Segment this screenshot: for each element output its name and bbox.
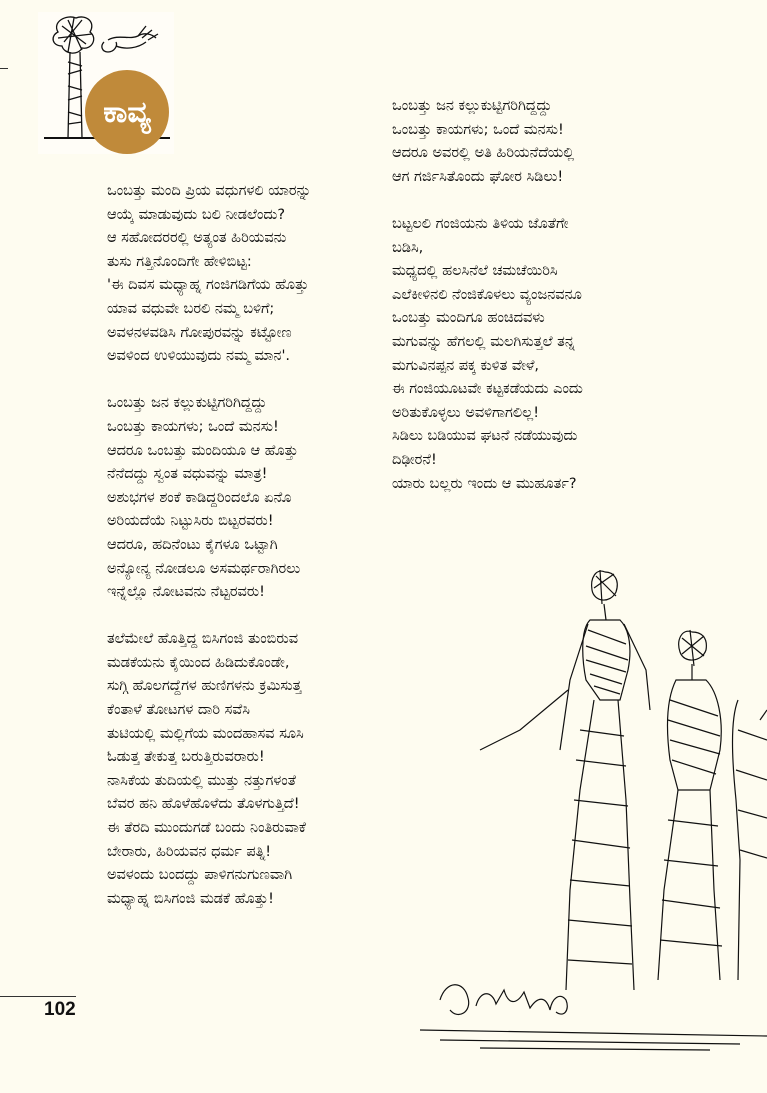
poem-line: ಅರಿಯದೆಯೆ ನಿಟ್ಟುಸಿರು ಬಿಟ್ಟರವರು! bbox=[107, 513, 274, 530]
poem-line: ಕೆಂತಾಳೆ ತೋಟಗಳ ದಾರಿ ಸವೆಸಿ bbox=[107, 702, 250, 719]
poem-line: ಅವಳಂದು ಬಂದದ್ದು ಪಾಳಿಗನುಗುಣವಾಗಿ bbox=[107, 867, 293, 884]
poem-line: ಅವಳನಳವಡಿಸಿ ಗೋಪುರವನ್ನು ಕಟ್ಟೋಣ bbox=[107, 324, 292, 341]
stanza-break bbox=[107, 605, 311, 629]
poem-line: ಇನ್ನೆಲ್ಲೊ ನೋಟವನು ನೆಟ್ಟರವರು! bbox=[107, 584, 265, 601]
kavya-label: ಕಾವ್ಯ bbox=[103, 94, 151, 130]
figures-sketch-illustration bbox=[420, 560, 767, 1060]
poem-line: 'ಈ ದಿವಸ ಮಧ್ಯಾಹ್ನ ಗಂಜಿಗಡಿಗೆಯ ಹೊತ್ತು bbox=[107, 277, 309, 294]
poem-line: ಸುಗ್ಗಿ ಹೊಲಗದ್ದೆಗಳ ಹುಣಿಗಳನು ಕ್ರಮಿಸುತ್ತ bbox=[107, 678, 302, 695]
poem-line: ಸಿಡಿಲು ಬಡಿಯುವ ಘಟನೆ ನಡೆಯುವುದು bbox=[392, 428, 578, 445]
poem-line: ಒಂಬತ್ತು ಕಾಯಗಳು; ಒಂದೆ ಮನಸು! bbox=[392, 121, 564, 138]
poem-line: ಆಯ್ಕೆ ಮಾಡುವುದು ಬಲಿ ನೀಡಲೆಂದು? bbox=[107, 206, 286, 223]
poem-line: ತುಟಿಯಲ್ಲಿ ಮಲ್ಲಿಗೆಯ ಮಂದಹಾಸವ ಸೂಸಿ bbox=[107, 725, 304, 742]
poem-line: ಮಗುವನ್ನು ಹೆಗಲಲ್ಲಿ ಮಲಗಿಸುತ್ತಲೆ ತನ್ನ bbox=[392, 333, 575, 350]
poem-line: ಮಡಕೆಯನು ಕೈಯಿಂದ ಹಿಡಿದುಕೊಂಡೇ, bbox=[107, 654, 290, 671]
poem-line: ಬಡಿಸಿ, bbox=[392, 239, 424, 256]
poem-line: ಈ ಗಂಜಿಯೂಟವೇ ಕಟ್ಟಕಡೆಯದು ಎಂದು bbox=[392, 381, 583, 398]
poem-line: ಆ ಸಹೋದರರಲ್ಲಿ ಅತ್ಯಂತ ಹಿರಿಯವನು bbox=[107, 230, 287, 247]
poem-line: ಅವಳಿಂದ ಉಳಿಯುವುದು ನಮ್ಮ ಮಾನ'. bbox=[107, 348, 291, 365]
poem-line: ತಲೆಮೇಲೆ ಹೊತ್ತಿದ್ದ ಬಿಸಿಗಂಜಿ ತುಂಬಿರುವ bbox=[107, 631, 299, 648]
poem-left-column bbox=[107, 180, 311, 911]
top-rule bbox=[0, 68, 8, 69]
poem-line: ಬೇರಾರು, ಹಿರಿಯವನ ಧರ್ಮ ಪತ್ನಿ! bbox=[107, 843, 272, 860]
poem-line: ತುಸು ಗತ್ತಿನೊಂದಿಗೇ ಹೇಳಿಬಿಟ್ಟ: bbox=[107, 253, 252, 270]
poem-line: ಮಧ್ಯಾಹ್ನ ಬಿಸಿಗಂಜಿ ಮಡಕೆ ಹೊತ್ತು! bbox=[107, 890, 274, 907]
stanza-break bbox=[392, 189, 583, 213]
poem-line: ಬೆವರ ಹನಿ ಹೊಳೆಹೊಳೆದು ತೊಳಗುತ್ತಿದೆ! bbox=[107, 796, 300, 813]
poem-line: ಆದರೂ ಅವರಲ್ಲಿ ಅತಿ ಹಿರಿಯನೆದೆಯಲ್ಲಿ bbox=[392, 145, 575, 162]
poem-line: ಒಂಬತ್ತು ಮಂದಿಗೂ ಹಂಚಿದವಳು bbox=[392, 310, 545, 327]
poem-line: ದಿಢೀರನೆ! bbox=[392, 451, 437, 468]
poem-line: ಯಾವ ವಧುವೇ ಬರಲಿ ನಮ್ಮ ಬಳಿಗೆ; bbox=[107, 300, 275, 317]
poem-line: ಆಗ ಗರ್ಜಿಸಿತೊಂದು ಘೋರ ಸಿಡಿಲು! bbox=[392, 168, 564, 185]
poem-line: ಅರಿತುಕೊಳ್ಳಲು ಅವಳಿಗಾಗಲಿಲ್ಲ! bbox=[392, 404, 540, 421]
poem-line: ಮಧ್ಯದಲ್ಲಿ ಹಲಸಿನೆಲೆ ಚಮಚೆಯಿರಿಸಿ bbox=[392, 263, 558, 280]
poem-line: ಓಡುತ್ತ ತೇಕುತ್ತ ಬರುತ್ತಿರುವರಾರು! bbox=[107, 749, 265, 766]
poem-line: ಒಂಬತ್ತು ಜನ ಕಲ್ಲುಕುಟ್ಟಿಗರಿಗಿದ್ದದ್ದು bbox=[392, 98, 552, 114]
poem-line: ನೆನೆದದ್ದು ಸ್ವಂತ ವಧುವನ್ನು ಮಾತ್ರ! bbox=[107, 466, 268, 483]
poem-line: ಒಂಬತ್ತು ಕಾಯಗಳು; ಒಂದೆ ಮನಸು! bbox=[107, 418, 279, 435]
poem-line: ಎಲೆಕೀಳಿನಲಿ ನೆಂಜಿಕೊಳಲು ವ್ಯಂಜನವನೂ bbox=[392, 286, 582, 303]
poem-line: ಆದರೂ, ಹದಿನೆಂಟು ಕೈಗಳೂ ಒಟ್ಟಾಗಿ bbox=[107, 536, 278, 553]
page-number: 102 bbox=[44, 999, 76, 1020]
poem-line: ಒಂಬತ್ತು ಜನ ಕಲ್ಲುಕುಟ್ಟಿಗರಿಗಿದ್ದದ್ದು bbox=[107, 395, 267, 412]
poem-line: ಅಶುಭಗಳ ಶಂಕೆ ಕಾಡಿದ್ದರಿಂದಲೊ ಏನೊ bbox=[107, 489, 292, 506]
page-number-rule bbox=[0, 996, 76, 997]
poem-right-column bbox=[392, 95, 583, 496]
poem-line: ಅನ್ಯೋನ್ಯ ನೋಡಲೂ ಅಸಮರ್ಥರಾಗಿರಲು bbox=[107, 560, 301, 577]
poem-line: ಬಟ್ಟಲಲಿ ಗಂಜಿಯನು ತಿಳಿಯ ಜೊತೆಗೇ bbox=[392, 215, 569, 232]
poem-line: ನಾಸಿಕೆಯ ತುದಿಯಲ್ಲಿ ಮುತ್ತು ನತ್ತುಗಳಂತೆ bbox=[107, 772, 296, 789]
poem-line: ಈ ತೆರದಿ ಮುಂದುಗಡೆ ಬಂದು ನಿಂತಿರುವಾಕೆ bbox=[107, 820, 306, 837]
poem-line: ಆದರೂ ಒಂಬತ್ತು ಮಂದಿಯೂ ಆ ಹೊತ್ತು bbox=[107, 442, 299, 459]
poem-line: ಮಗುವಿನಪ್ಪನ ಪಕ್ಕ ಕುಳಿತ ವೇಳೆ, bbox=[392, 357, 540, 374]
poem-line: ಯಾರು ಬಲ್ಲರು ಇಂದು ಆ ಮುಹೂರ್ತ? bbox=[392, 475, 577, 492]
stanza-break bbox=[107, 369, 311, 393]
poem-line: ಒಂಬತ್ತು ಮಂದಿ ಪ್ರಿಯ ವಧುಗಳಲಿ ಯಾರನ್ನು bbox=[107, 183, 312, 199]
kavya-badge bbox=[85, 70, 169, 154]
